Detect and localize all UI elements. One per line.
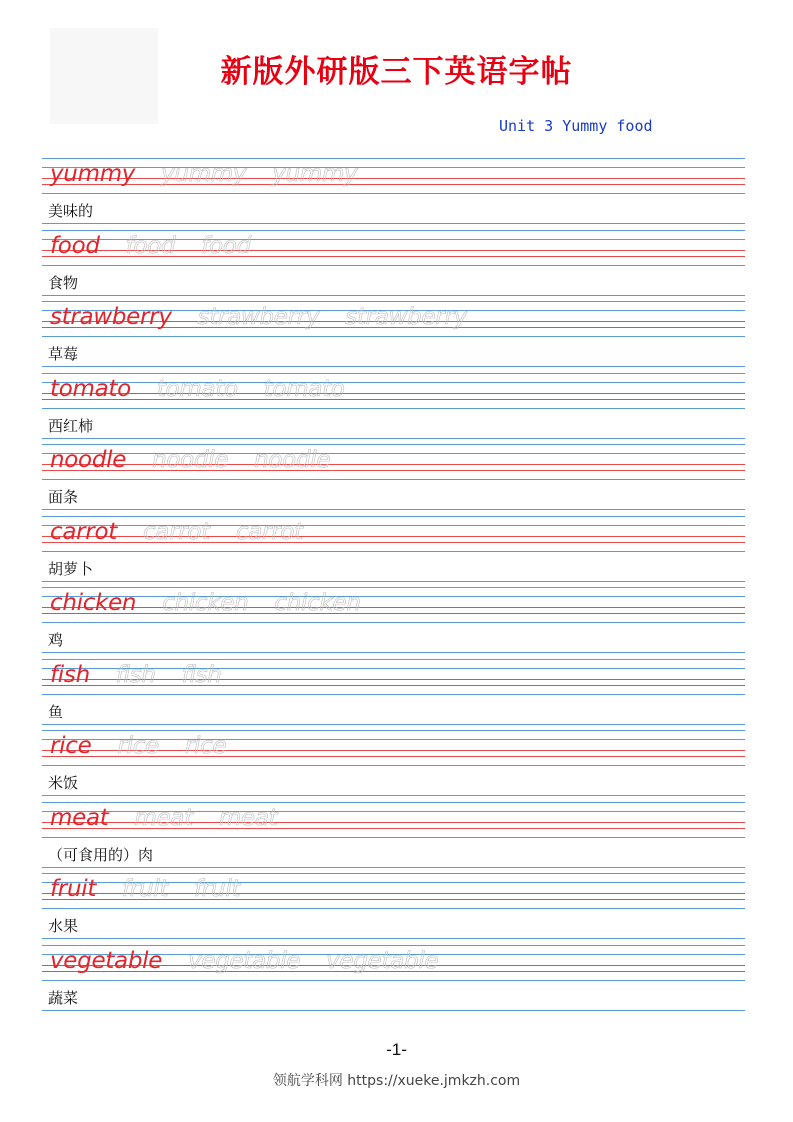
vocab-row bbox=[42, 367, 745, 439]
trace-word: meat bbox=[218, 804, 278, 831]
vocab-row bbox=[42, 581, 745, 653]
trace-word: rice bbox=[184, 733, 227, 759]
trace-word: yummy bbox=[161, 161, 247, 187]
guide-line-blue bbox=[42, 765, 745, 766]
word-practice bbox=[50, 946, 464, 976]
vocab-word: fish bbox=[50, 661, 90, 688]
trace-word: food bbox=[201, 232, 251, 259]
vocab-row bbox=[42, 653, 745, 725]
guide-line-blue bbox=[42, 1010, 745, 1011]
word-meaning: 草莓 bbox=[48, 345, 79, 363]
guide-line-blue bbox=[42, 837, 745, 838]
word-practice bbox=[50, 874, 266, 904]
trace-word: strawberry bbox=[197, 304, 320, 330]
trace-word: vegetable bbox=[188, 947, 301, 974]
trace-word: food bbox=[125, 232, 176, 259]
unit-subtitle: Unit 3 Yummy food bbox=[499, 117, 653, 135]
trace-word: strawberry bbox=[345, 304, 467, 330]
vocab-row bbox=[42, 224, 745, 296]
word-practice bbox=[50, 302, 493, 332]
vocab-row bbox=[42, 510, 745, 582]
vocab-row bbox=[42, 939, 745, 1011]
word-practice bbox=[50, 731, 252, 761]
trace-word: fish bbox=[181, 661, 222, 688]
word-practice bbox=[50, 660, 248, 690]
trace-word: rice bbox=[117, 733, 159, 759]
vocab-word: tomato bbox=[50, 375, 131, 402]
word-meaning: 鸡 bbox=[48, 631, 64, 649]
vocab-word: food bbox=[50, 232, 100, 259]
word-practice bbox=[50, 803, 303, 833]
trace-word: vegetable bbox=[326, 947, 439, 974]
word-practice bbox=[50, 231, 277, 261]
guide-line-blue bbox=[42, 694, 745, 695]
trace-word: fruit bbox=[122, 876, 169, 902]
vocab-word: yummy bbox=[50, 161, 136, 187]
page-number: -1- bbox=[386, 1040, 407, 1059]
vocab-word: fruit bbox=[50, 876, 97, 902]
word-practice bbox=[50, 588, 387, 618]
vocab-row bbox=[42, 438, 745, 510]
page-title: 新版外研版三下英语字帖 bbox=[220, 54, 573, 90]
trace-word: tomato bbox=[156, 375, 238, 402]
trace-word: tomato bbox=[263, 375, 345, 402]
guide-line-blue bbox=[42, 908, 745, 909]
trace-word: carrot bbox=[142, 518, 210, 545]
word-meaning: 胡萝卜 bbox=[48, 559, 94, 578]
guide-line-blue bbox=[42, 980, 745, 981]
word-practice bbox=[50, 159, 383, 189]
trace-word: carrot bbox=[235, 518, 303, 545]
vocab-word: strawberry bbox=[50, 304, 172, 330]
trace-word: yummy bbox=[272, 161, 358, 187]
word-meaning: 水果 bbox=[48, 917, 79, 935]
vocab-row bbox=[42, 152, 745, 224]
guide-line-blue bbox=[42, 479, 745, 480]
trace-word: fish bbox=[115, 661, 156, 688]
vocab-row bbox=[42, 724, 745, 796]
vocab-word: noodle bbox=[50, 447, 127, 473]
word-meaning: 美味的 bbox=[48, 202, 94, 220]
guide-line-blue bbox=[42, 408, 745, 409]
copybook-rows bbox=[42, 152, 745, 1010]
word-practice bbox=[50, 374, 371, 404]
trace-word: fruit bbox=[194, 876, 241, 902]
word-meaning: （可食用的）肉 bbox=[48, 845, 154, 864]
guide-line-blue bbox=[42, 551, 745, 552]
vocab-word: vegetable bbox=[50, 947, 163, 974]
footer-source: 领航学科网 https://xueke.jmkzh.com bbox=[272, 1073, 521, 1089]
vocab-word: carrot bbox=[50, 518, 117, 545]
vocab-row bbox=[42, 796, 745, 868]
guide-line-blue bbox=[42, 336, 745, 337]
word-meaning: 鱼 bbox=[48, 702, 64, 721]
trace-word: meat bbox=[134, 804, 193, 831]
word-meaning: 米饭 bbox=[48, 774, 79, 792]
word-meaning: 蔬菜 bbox=[48, 988, 79, 1007]
word-practice bbox=[50, 445, 356, 475]
guide-line-blue bbox=[42, 622, 745, 623]
trace-word: chicken bbox=[274, 590, 361, 616]
vocab-row bbox=[42, 295, 745, 367]
guide-line-blue bbox=[42, 265, 745, 266]
vocab-word: meat bbox=[50, 804, 109, 831]
vocab-word: rice bbox=[50, 733, 92, 759]
word-meaning: 面条 bbox=[48, 488, 79, 506]
guide-line-blue bbox=[42, 193, 745, 194]
word-meaning: 食物 bbox=[48, 273, 79, 292]
trace-word: chicken bbox=[162, 590, 249, 616]
vocab-row bbox=[42, 867, 745, 939]
word-practice bbox=[50, 517, 329, 547]
vocab-word: chicken bbox=[50, 590, 137, 616]
trace-word: noodle bbox=[254, 447, 331, 473]
trace-word: noodle bbox=[152, 447, 229, 473]
word-meaning: 西红柿 bbox=[48, 416, 94, 435]
